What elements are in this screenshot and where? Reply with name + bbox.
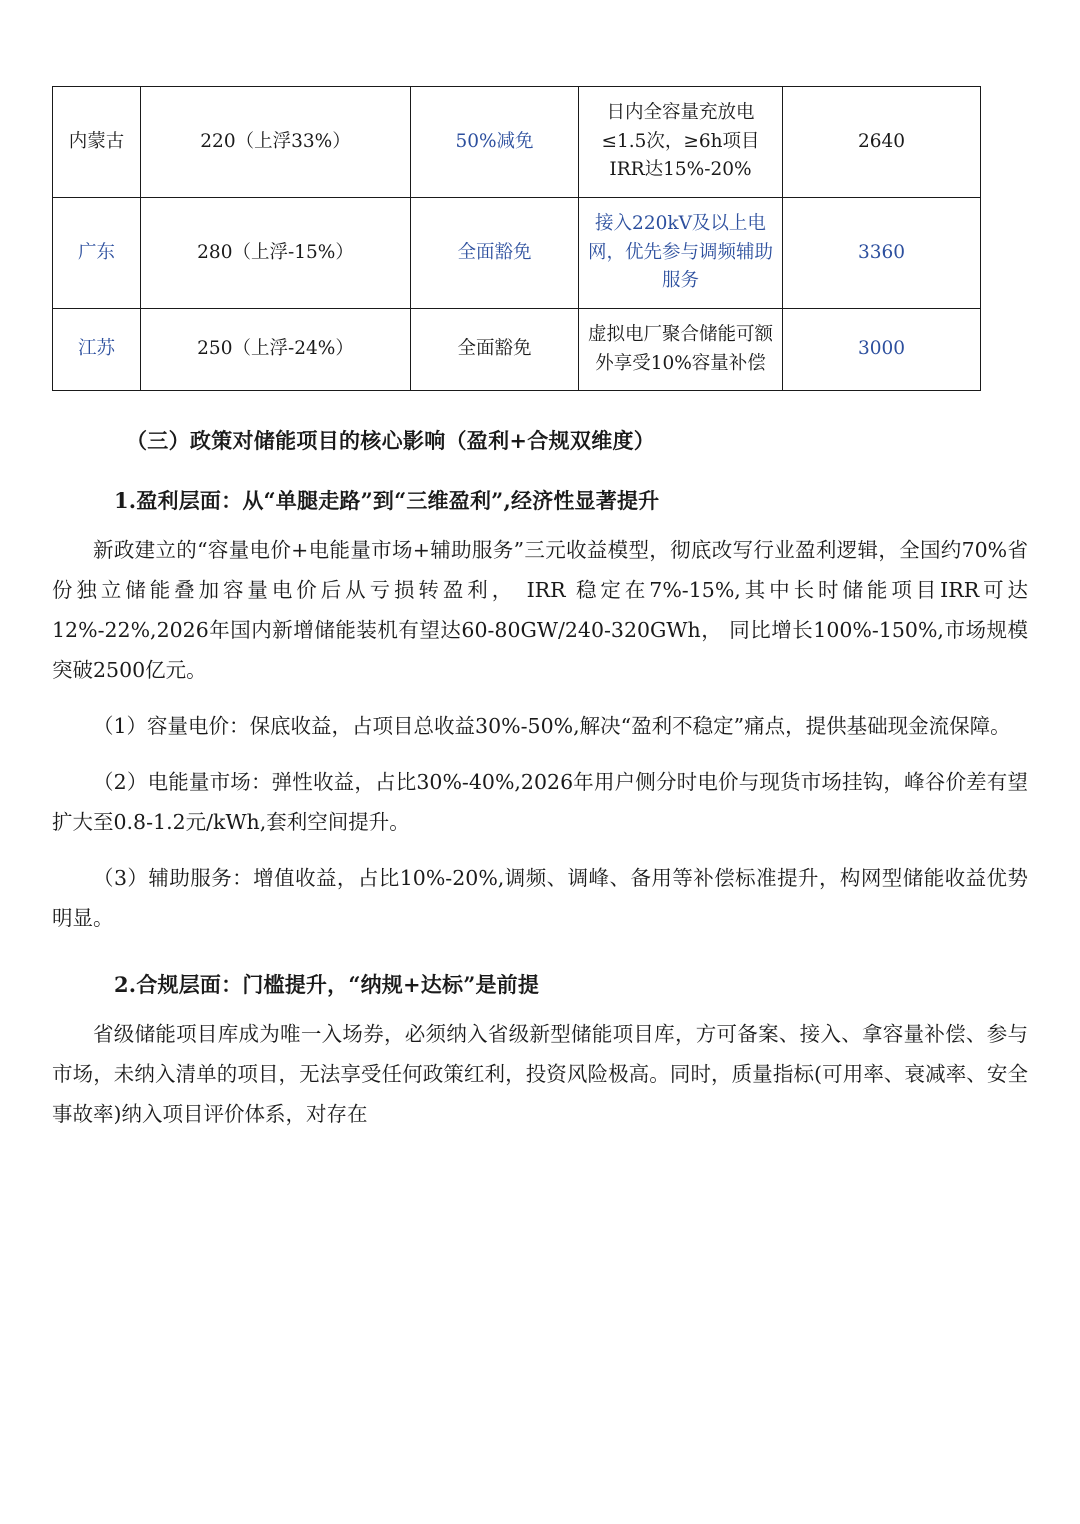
table-row xyxy=(53,309,981,391)
cell-requirement: 接入220kV及以上电网，优先参与调频辅助服务 xyxy=(579,198,783,309)
subsection-heading-profit: 1.盈利层面：从“单腿走路”到“三维盈利”,经济性显著提升 xyxy=(114,488,660,514)
table-row xyxy=(53,198,981,309)
cell-requirement: 日内全容量充放电≤1.5次，≥6h项目IRR达15%-20% xyxy=(579,87,783,198)
section-heading: （三）政策对储能项目的核心影响（盈利+合规双维度） xyxy=(126,428,656,454)
cell-lease-exemption: 全面豁免 xyxy=(411,198,579,309)
cell-province: 广东 xyxy=(53,198,141,309)
paragraph-ancillary-services: （3）辅助服务：增值收益，占比10%-20%,调频、调峰、备用等补偿标准提升，构网型储能收益优势明显。 xyxy=(52,866,1028,931)
cell-province: 内蒙古 xyxy=(53,87,141,198)
subsection-heading-compliance: 2.合规层面：门槛提升，“纳规+达标”是前提 xyxy=(114,972,540,998)
cell-province: 江苏 xyxy=(53,309,141,391)
cell-lease-exemption: 全面豁免 xyxy=(411,309,579,391)
paragraph-compliance: 省级储能项目库成为唯一入场券，必须纳入省级新型储能项目库，方可备案、接入、拿容量补偿、参与市场，未纳入清单的项目，无法享受任何政策红利，投资风险极高。同时，质量指标(可用率、衰减率、安全事故率)纳入项目评价体系，对存在 xyxy=(52,1022,1028,1127)
policy-comparison-table xyxy=(52,86,981,391)
cell-lease-exemption: 50%减免 xyxy=(411,87,579,198)
paragraph-energy-market: （2）电能量市场：弹性收益，占比30%-40%,2026年用户侧分时电价与现货市场挂钩，峰谷价差有望扩大至0.8-1.2元/kWh,套利空间提升。 xyxy=(52,770,1028,835)
cell-capacity-price: 250（上浮-24%） xyxy=(141,309,411,391)
cell-total-revenue: 3000 xyxy=(783,309,981,391)
cell-capacity-price: 280（上浮-15%） xyxy=(141,198,411,309)
table-row xyxy=(53,87,981,198)
cell-total-revenue: 3360 xyxy=(783,198,981,309)
cell-capacity-price: 220（上浮33%） xyxy=(141,87,411,198)
paragraph-profit-overview: 新政建立的“容量电价+电能量市场+辅助服务”三元收益模型，彻底改写行业盈利逻辑，全国约70%省份独立储能叠加容量电价后从亏损转盈利， IRR 稳定在7%-15%,其中长时储能项目IRR可达12%-22%,2026年国内新增储能装机有望达60-80GW/240-320GWh， 同比增长100%-150%,市场规模突破2500亿元。 xyxy=(52,538,1028,683)
cell-total-revenue: 2640 xyxy=(783,87,981,198)
cell-requirement: 虚拟电厂聚合储能可额外享受10%容量补偿 xyxy=(579,309,783,391)
paragraph-capacity-price: （1）容量电价：保底收益，占项目总收益30%-50%,解决“盈利不稳定”痛点，提供基础现金流保障。 xyxy=(93,714,1011,739)
